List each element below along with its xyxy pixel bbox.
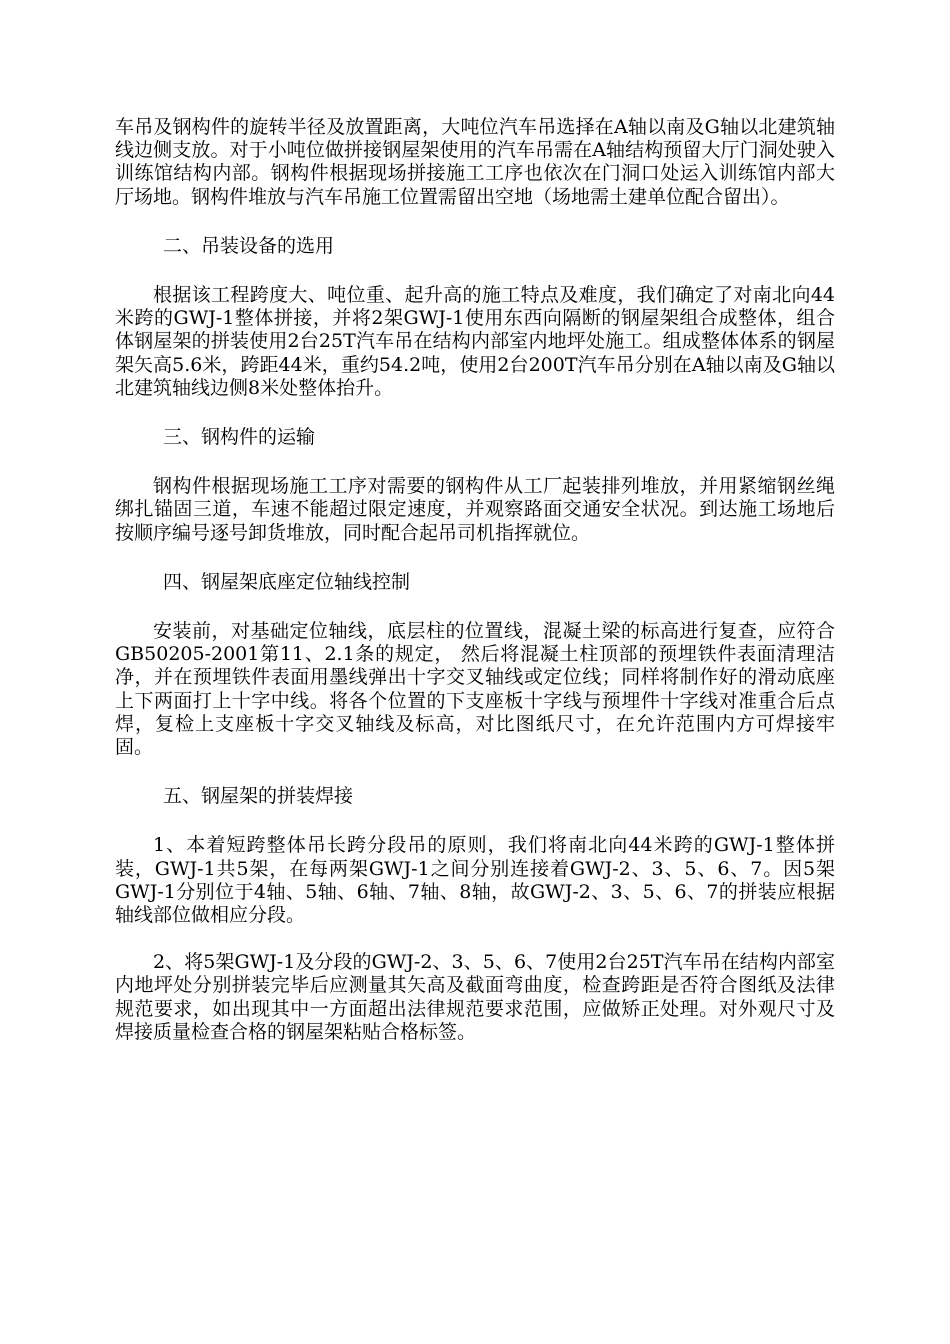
document-body [115, 116, 835, 1044]
paragraph-intro: 车吊及钢构件的旋转半径及放置距离，大吨位汽车吊选择在A轴以南及G轴以北建筑轴线边侧支放。对于小吨位做拼接钢屋架使用的汽车吊需在A轴结构预留大厅门洞处驶入训练馆结构内部。钢构件根据现场拼接施工工序也依次在门洞口处运入训练馆内部大厅场地。钢构件堆放与汽车吊施工位置需留出空地（场地需土建单位配合留出）。 [115, 116, 835, 208]
section-heading-3: 三、钢构件的运输 [163, 426, 316, 449]
paragraph-equipment: 根据该工程跨度大、吨位重、起升高的施工特点及难度，我们确定了对南北向44米跨的GWJ-1整体拼接，并将2架GWJ-1使用东西向隔断的钢屋架组合成整体，组合体钢屋架的拼装使用2台25T汽车吊在结构内部室内地坪处施工。组成整体体系的钢屋架矢高5.6米，跨距44米，重约54.2吨，使用2台200T汽车吊分别在A轴以南及G轴以北建筑轴线边侧8米处整体抬升。 [115, 284, 835, 399]
section-heading-5: 五、钢屋架的拼装焊接 [163, 785, 354, 808]
section-heading-4: 四、钢屋架底座定位轴线控制 [163, 570, 411, 593]
paragraph-transport: 钢构件根据现场施工工序对需要的钢构件从工厂起装排列堆放，并用紧缩钢丝绳绑扎锚固三道，车速不能超过限定速度，并观察路面交通安全状况。到达施工场地后按顺序编号逐号卸货堆放，同时配合起吊司机指挥就位。 [115, 475, 835, 544]
section-heading-2: 二、吊装设备的选用 [163, 234, 335, 257]
paragraph-assembly-1: 1、本着短跨整体吊长跨分段吊的原则，我们将南北向44米跨的GWJ-1整体拼装，GWJ-1共5架，在每两架GWJ-1之间分别连接着GWJ-2、3、5、6、7。因5架GWJ-1分别位于4轴、5轴、6轴、7轴、8轴，故GWJ-2、3、5、6、7的拼装应根据轴线部位做相应分段。 [115, 834, 835, 927]
paragraph-assembly-2: 2、将5架GWJ-1及分段的GWJ-2、3、5、6、7使用2台25T汽车吊在结构内部室内地坪处分别拼装完毕后应测量其矢高及截面弯曲度，检查跨距是否符合图纸及法律规范要求，如出现其中一方面超出法律规范要求范围，应做矫正处理。对外观尺寸及焊接质量检查合格的钢屋架粘贴合格标签。 [115, 951, 835, 1043]
paragraph-positioning: 安装前，对基础定位轴线，底层柱的位置线，混凝土梁的标高进行复查，应符合GB50205-2001第11、2.1条的规定， 然后将混凝土柱顶部的预埋铁件表面清理洁净，并在预埋铁件表面用墨线弹出十字交叉轴线或定位线；同样将制作好的滑动底座上下两面打上十字中线。将各个位置的下支座板十字线与预埋件十字线对准重合后点焊，复检上支座板十字交叉轴线及标高，对比图纸尺寸，在允许范围内方可焊接牢固。 [115, 620, 835, 759]
